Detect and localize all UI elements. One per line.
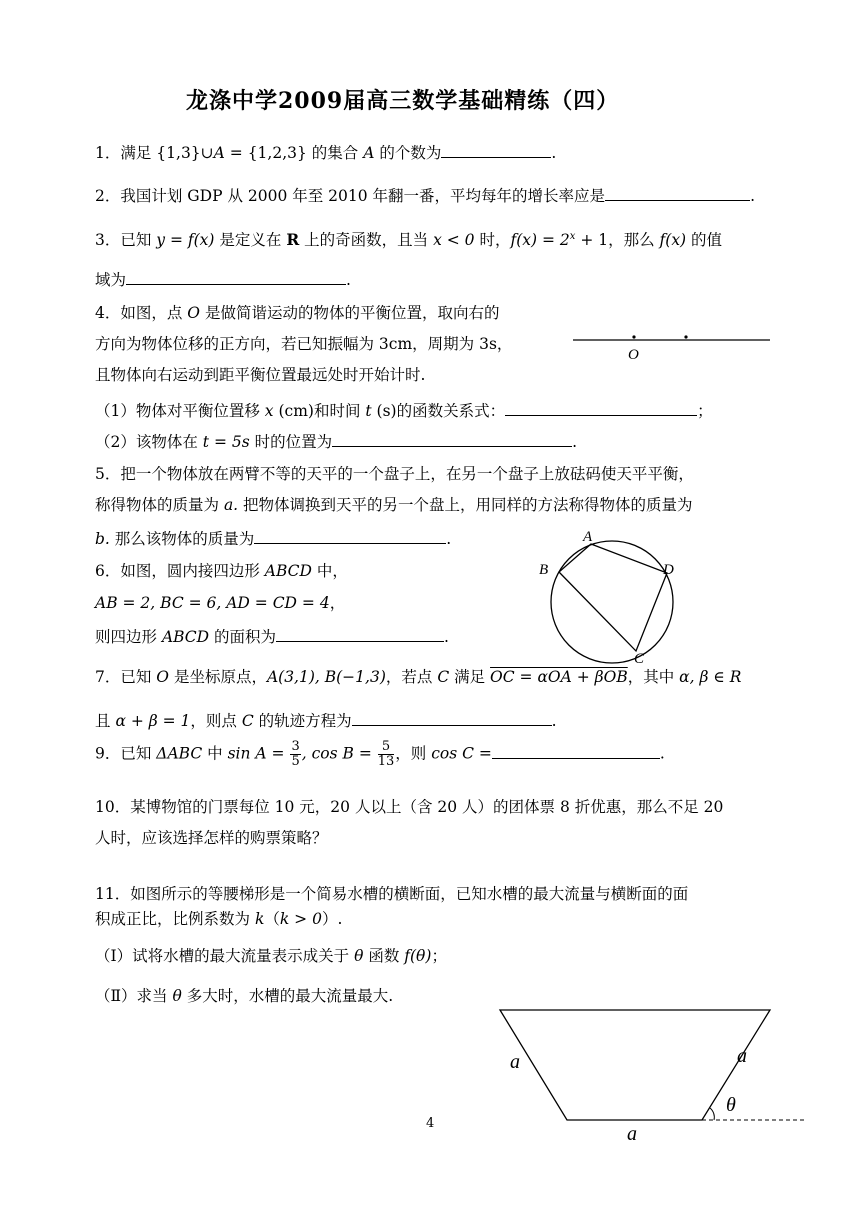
question-3: 3．已知 y = f(x) 是定义在 R 上的奇函数，且当 x < 0 时，$f(x) = 2^x + 1$，那么 f(x) 的值 — [95, 230, 723, 250]
answer-blank[interactable] — [492, 741, 660, 759]
question-4-line-2: 方向为物体位移的正方向，若已知振幅为 3cm，周期为 3s， — [95, 335, 513, 353]
question-10-line-2: 人时，应该选择怎样的购票策略？ — [95, 829, 328, 847]
answer-blank[interactable] — [276, 624, 444, 642]
answer-blank[interactable] — [605, 183, 750, 201]
question-5-line-3: b. 那么该物体的质量为 . — [95, 526, 451, 550]
question-3-line-2: 域为 . — [95, 267, 351, 291]
question-11-part-1: （Ⅰ）试将水槽的最大流量表示成关于 θ 函数 f(θ)； — [95, 947, 447, 965]
quadrilateral — [559, 544, 667, 651]
trapezoid-figure — [496, 1006, 816, 1146]
question-1: 1．满足 {1,3}∪A = {1,2,3} 的集合 A 的个数为 . — [95, 140, 556, 164]
question-11: 11．如图所示的等腰梯形是一个简易水槽的横断面，已知水槽的最大流量与横断面的面 — [95, 885, 689, 903]
question-4: 4．如图，点 O 是做简谐运动的物体的平衡位置，取向右的 — [95, 304, 500, 322]
answer-blank[interactable] — [126, 267, 346, 285]
question-7: 7．已知 O 是坐标原点，A(3,1), B(−1,3)，若点 C 满足 OC = αOA + βOB，其中 α, β ∈ R — [95, 668, 742, 686]
page-title: 龙涤中学2009届高三数学基础精练（四） — [186, 88, 620, 114]
label-A: A — [583, 529, 593, 545]
label-right-a: a — [737, 1045, 747, 1067]
question-11-part-2: （Ⅱ）求当 θ 多大时，水槽的最大流量最大. — [95, 987, 394, 1005]
oscillation-figure — [570, 328, 775, 368]
question-6: 6．如图，圆内接四边形 ABCD 中， — [95, 562, 348, 580]
answer-blank[interactable] — [254, 526, 446, 544]
angle-arc — [710, 1108, 714, 1120]
question-5: 5．把一个物体放在两臂不等的天平的一个盘子上，在另一个盘子上放砝码使天平平衡， — [95, 465, 694, 483]
question-6-line-3: 则四边形 ABCD 的面积为 . — [95, 624, 449, 648]
answer-blank[interactable] — [352, 708, 552, 726]
label-bottom-a: a — [627, 1123, 637, 1145]
label-B: B — [539, 562, 549, 578]
object-point — [684, 335, 687, 338]
answer-blank[interactable] — [441, 140, 551, 158]
fraction-sinA: $\frac{3}{5}$ — [291, 739, 300, 769]
question-10: 10．某博物馆的门票每位 10 元，20 人以上（含 20 人）的团体票 8 折优惠，那么不足 20 — [95, 798, 724, 816]
label-D: D — [663, 562, 674, 578]
question-4-part-1: （1）物体对平衡位置移 x (cm)和时间 t (s)的函数关系式： ； — [95, 398, 713, 422]
question-2: 2．我国计划 GDP 从 2000 年至 2010 年翻一番，平均每年的增长率应是 . — [95, 183, 755, 207]
question-7-line-2: 且 α + β = 1，则点 C 的轨迹方程为 . — [95, 708, 557, 732]
answer-blank[interactable] — [332, 429, 572, 447]
label-left-a: a — [510, 1051, 520, 1073]
label-theta: θ — [726, 1094, 736, 1116]
page-number: 4 — [426, 1116, 435, 1131]
question-9: 9．已知 ΔABC 中 sin A = $\frac{3}{5}$ , cos B = $\frac{5}{13}$ ，则 cos C = . — [95, 739, 665, 769]
cyclic-quadrilateral-figure — [532, 526, 692, 666]
fraction-cosB: $\frac{5}{13}$ — [377, 739, 395, 769]
circle — [551, 541, 673, 663]
question-4-part-2: （2）该物体在 t = 5s 时的位置为 . — [95, 429, 577, 453]
label-O: O — [628, 347, 639, 363]
answer-blank[interactable] — [505, 398, 697, 416]
equilibrium-point — [632, 335, 635, 338]
question-11-line-2: 积成正比，比例系数为 k（k > 0）. — [95, 910, 343, 928]
question-6-line-2: AB = 2, BC = 6, AD = CD = 4， — [95, 594, 346, 612]
question-5-line-2: 称得物体的质量为 a. 把物体调换到天平的另一个盘上，用同样的方法称得物体的质量为 — [95, 496, 693, 514]
label-C: C — [634, 651, 645, 666]
question-4-line-3: 且物体向右运动到距平衡位置最远处时开始计时. — [95, 366, 426, 384]
